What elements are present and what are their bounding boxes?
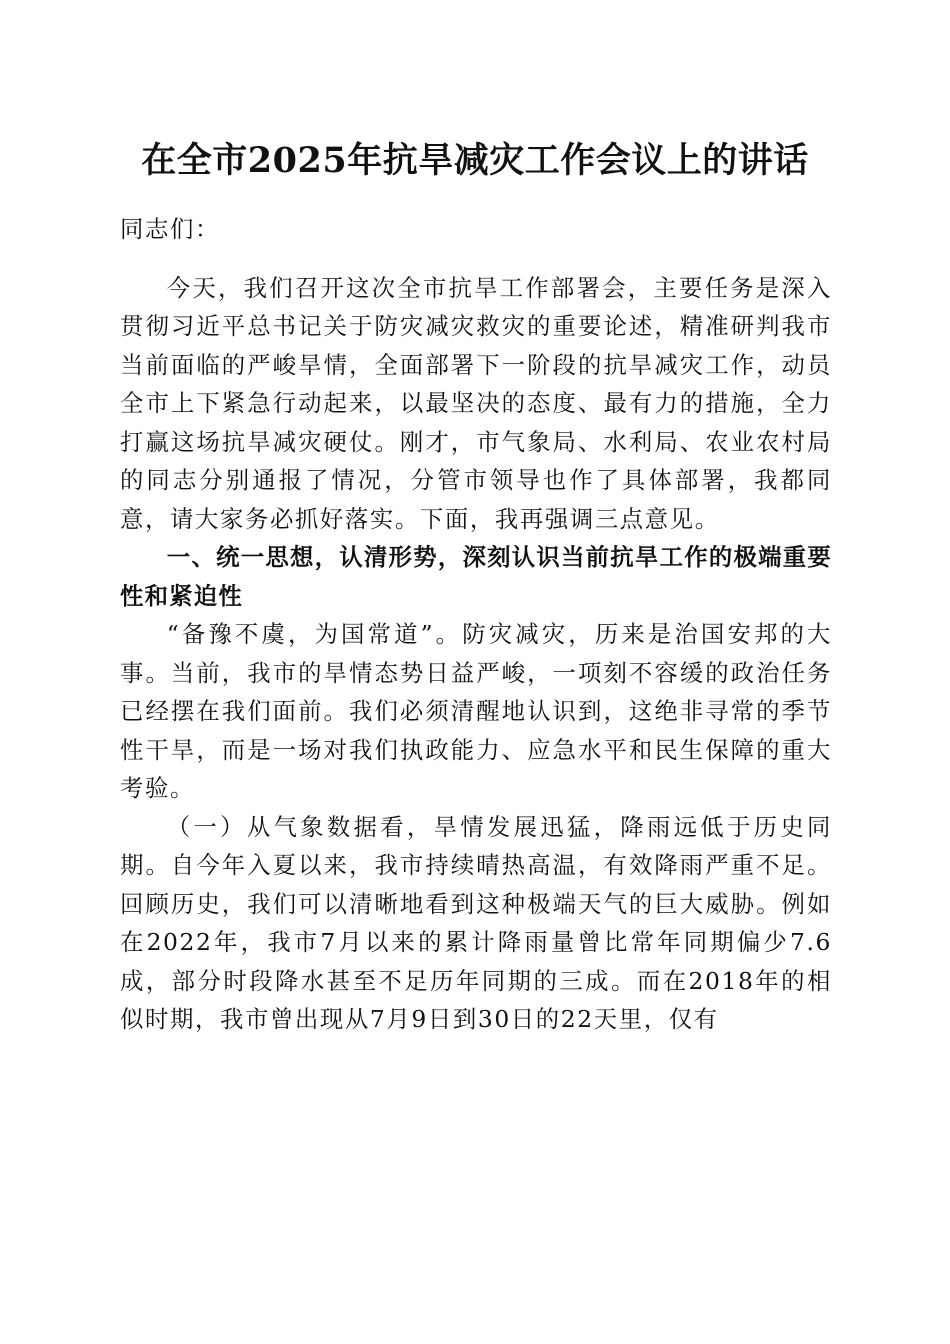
section-paragraph: “备豫不虞，为国常道”。防灾减灾，历来是治国安邦的大事。当前，我市的旱情态势日益严峻，一项刻不容缓的政治任务已经摆在我们面前。我们必须清醒地认识到，这绝非寻常的季节性干旱，而是一场对我们执政能力、应急水平和民生保障的重大考验。: [120, 620, 832, 802]
document-body: [120, 210, 832, 1039]
opening-paragraph: 今天，我们召开这次全市抗旱工作部署会，主要任务是深入贯彻习近平总书记关于防灾减灾救灾的重要论述，精准研判我市当前面临的严峻旱情，全面部署下一阶段的抗旱减灾工作，动员全市上下紧急行动起来，以最坚决的态度、最有力的措施，全力打赢这场抗旱减灾硬仗。刚才，市气象局、水利局、农业农村局的同志分别通报了情况，分管市领导也作了具体部署，我都同意，请大家务必抓好落实。下面，我再强调三点意见。: [120, 273, 832, 533]
document-title: 在全市2025年抗旱减灾工作会议上的讲话: [141, 140, 809, 181]
section-heading: 一、统一思想，认清形势，深刻认识当前抗旱工作的极端重要性和紧迫性: [120, 543, 832, 610]
subsection-paragraph: （一）从气象数据看，旱情发展迅猛，降雨远低于历史同期。自今年入夏以来，我市持续晴热高温，有效降雨严重不足。回顾历史，我们可以清晰地看到这种极端天气的巨大威胁。例如在2022年，我市7月以来的累计降雨量曾比常年同期偏少7.6成，部分时段降水甚至不足历年同期的三成。而在2018年的相似时期，我市曾出现从7月9日到30日的22天里，仅有: [120, 812, 832, 1033]
salutation: 同志们：: [120, 215, 220, 243]
